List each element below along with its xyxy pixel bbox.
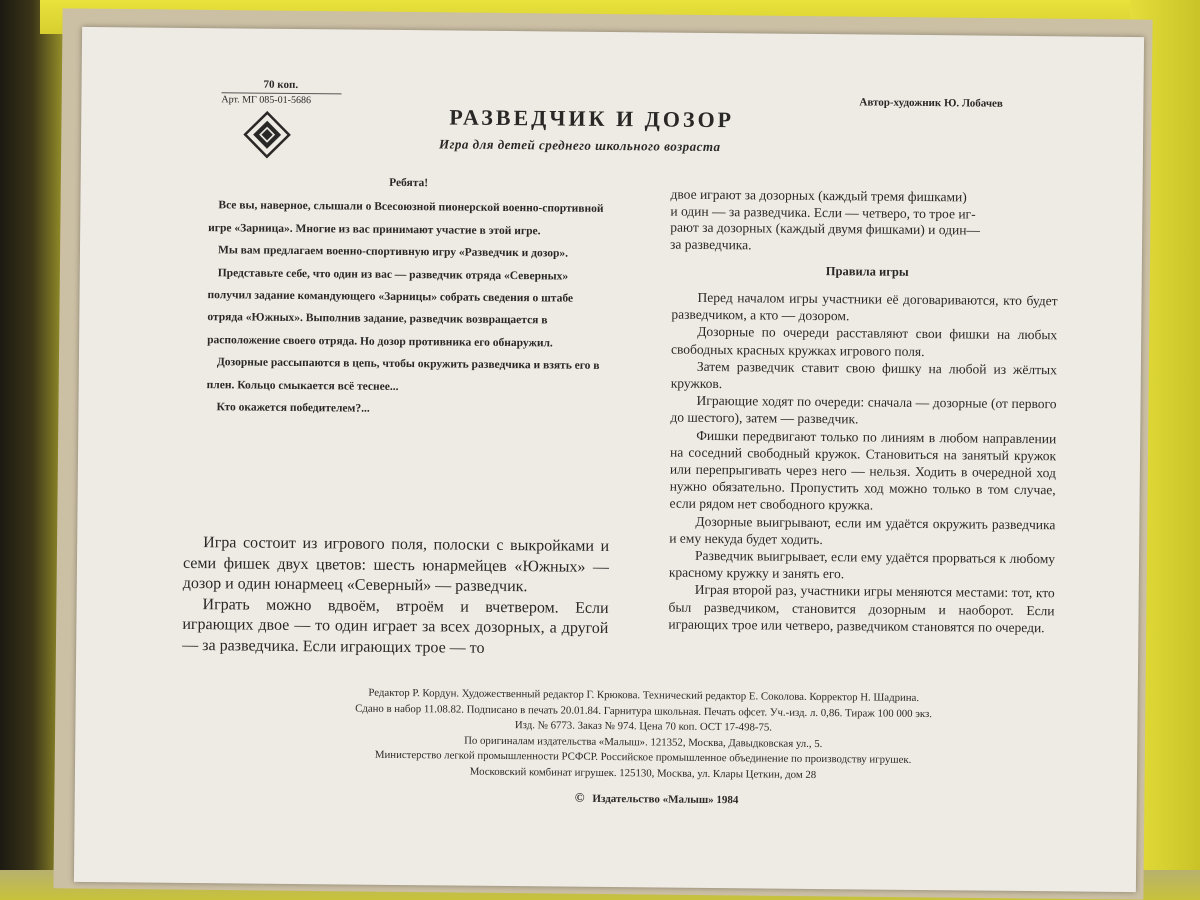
continuation-line: рают за дозорных (каждый двумя фишками) и один— — [670, 219, 981, 238]
description-continuation — [670, 187, 1061, 257]
rules-paragraph: Играя второй раз, участники игры меняются местами: тот, кто был разведчиком, становится дозорным и наоборот. Если играющих трое или четверо, разведчиком становятся по очереди. — [668, 582, 1055, 636]
imprint-line: Редактор Р. Кордун. Художественный редактор Г. Крюкова. Технический редактор Е. Соколова. Корректор Н. Шадрина. — [368, 686, 920, 704]
rules-paragraph: Затем разведчик ставит свою фишку на любой из жёлтых кружков. — [670, 358, 1057, 392]
intro-paragraph: Все вы, наверное, слышали о Всесоюзной пионерской военно-спортивной игре «Зарница». Многие из вас принимают участие в этой игре. — [208, 199, 604, 238]
imprint-line: По оригиналам издательства «Малыш». 121352, Москва, Давыдковская ул., 5. — [464, 734, 823, 750]
description-paragraph: Игра состоит из игрового поля, полоски с выкройками и семи фишек двух цветов: шесть юнармейцев «Южных» — дозор и один юнармеец «Северный» — разведчик. — [182, 534, 610, 596]
intro-heading: Ребята! — [389, 176, 429, 190]
rules-section — [668, 289, 1057, 637]
continuation-line: двое играют за дозорных (каждый тремя фишками) — [670, 186, 967, 205]
imprint-line: Сдано в набор 11.08.82. Подписано в печать 20.01.84. Гарнитура школьная. Печать офсет. Уч.-изд. л. 0,86. Тираж 100 000 экз. — [355, 702, 933, 720]
continuation-line: и один — за разведчика. Если — четверо, то трое иг- — [670, 203, 976, 222]
intro-paragraph: Кто окажется победителем?... — [216, 401, 370, 415]
game-subtitle: Игра для детей среднего школьного возраста — [438, 136, 721, 155]
rules-paragraph: Дозорные выигрывают, если им удаётся окружить разведчика и ему некуда будет ходить. — [669, 513, 1056, 547]
copyright-text: Издательство «Малыш» 1984 — [592, 792, 739, 807]
copyright-symbol: © — [574, 789, 585, 805]
rules-paragraph: Играющие ходят по очереди: сначала — дозорные (от первого до шестого), затем — разведчик. — [670, 393, 1057, 427]
imprint-line: Министерство легкой промышленности РСФСР. Российское промышленное объединение по производству игрушек. — [374, 748, 912, 766]
continuation-line: за разведчика. — [670, 236, 752, 252]
author-credit: Автор-художник Ю. Лобачев — [859, 96, 1003, 110]
rules-paragraph: Дозорные по очереди расставляют свои фишки на любых свободных красных кружках игрового поля. — [670, 324, 1058, 359]
game-description — [182, 533, 609, 660]
rules-heading: Правила игры — [825, 264, 909, 279]
publisher-logo-icon — [243, 110, 291, 158]
intro-paragraph: Мы вам предлагаем военно-спортивную игру «Разведчик и дозор». — [217, 244, 569, 260]
game-title: РАЗВЕДЧИК И ДОЗОР — [449, 104, 735, 133]
instruction-sheet — [74, 27, 1144, 892]
rules-paragraph: Разведчик выигрывает, если ему удаётся прорваться к любому красному кружку и занять его. — [668, 547, 1056, 582]
article-number: Арт. МГ 085-01-5686 — [221, 94, 312, 107]
rules-paragraph: Перед началом игры участники её договариваются, кто будет разведчиком, а кто — дозором. — [671, 289, 1058, 324]
copyright-notice — [575, 790, 739, 808]
intro-paragraph: Дозорные рассыпаются в цепь, чтобы окружить разведчика и взять его в плен. Кольцо смыкается всё теснее... — [206, 356, 600, 393]
price-label: 70 коп. — [263, 78, 299, 91]
imprint-line: Изд. № 6773. Заказ № 974. Цена 70 коп. ОСТ 17-498-75. — [514, 719, 773, 734]
intro-paragraph: Представьте себе, что один из вас — разведчик отряда «Северных» получил задание командующего «Зарницы» собрать сведения о штабе отряда «Южных». Выполнив задание, разведчик возвращается в расположение своего отряда. Но дозор противника его обнаружил. — [207, 266, 574, 350]
imprint-line: Московский комбинат игрушек. 125130, Москва, ул. Клары Цеткин, дом 28 — [469, 765, 817, 781]
rules-paragraph: Фишки передвигают только по линиям в любом направлении на соседний свободный кружок. Становиться на занятый кружок или перепрыгивать через него — нельзя. Ходить в очередной ход нужно обязательно. Пропустить ход можно только в том случае, если рядом нет свободного кружка. — [669, 427, 1057, 513]
imprint-block — [263, 685, 1024, 785]
description-paragraph: Играть можно вдвоём, втроём и вчетвером. Если играющих двое — то один играет за всех дозорных, а другой — за разведчика. Если играющих трое — то — [182, 595, 609, 657]
intro-section — [206, 170, 608, 422]
